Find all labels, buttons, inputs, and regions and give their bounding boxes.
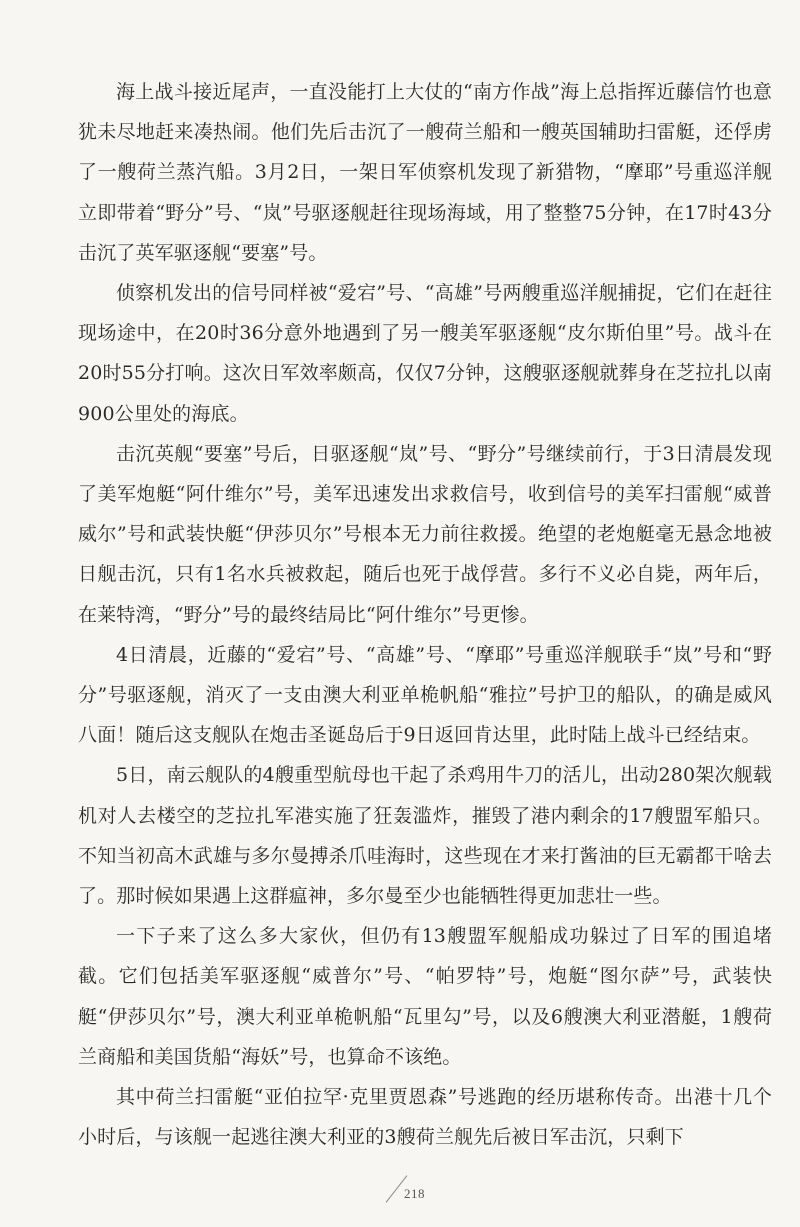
paragraph-6: 一下子来了这么多大家伙，但仍有13艘盟军舰船成功躲过了日军的围追堵截。它们包括美军驱逐舰“威普尔”号、“帕罗特”号，炮艇“图尔萨”号，武装快艇“伊莎贝尔”号，澳大利亚单桅帆船“瓦里勾”号，以及6艘澳大利亚潜艇，1艘荷兰商船和美国货船“海妖”号，也算命不该绝。	[78, 925, 772, 1068]
paragraph-7: 其中荷兰扫雷艇“亚伯拉罕·克里贾恩森”号逃跑的经历堪称传奇。出港十几个小时后，与该舰一起逃往澳大利亚的3艘荷兰舰先后被日军击沉，只剩下	[78, 1086, 772, 1149]
paragraph-3: 击沉英舰“要塞”号后，日驱逐舰“岚”号、“野分”号继续前行，于3日清晨发现了美军炮艇“阿什维尔”号，美军迅速发出求救信号，收到信号的美军扫雷舰“威普威尔”号和武装快艇“伊莎贝尔”号根本无力前往救援。绝望的老炮艇毫无悬念地被日舰击沉，只有1名水兵被救起，随后也死于战俘营。多行不义必自毙，两年后，在莱特湾，“野分”号的最终结局比“阿什维尔”号更惨。	[78, 442, 772, 626]
page-number: 218	[404, 1186, 425, 1201]
paragraph-1: 海上战斗接近尾声，一直没能打上大仗的“南方作战”海上总指挥近藤信竹也意犹未尽地赶来凑热闹。他们先后击沉了一艘荷兰船和一艘英国辅助扫雷艇，还俘虏了一艘荷兰蒸汽船。3月2日，一架日军侦察机发现了新猎物，“摩耶”号重巡洋舰立即带着“野分”号、“岚”号驱逐舰赶往现场海域，用了整整75分钟，在17时43分击沉了英军驱逐舰“要塞”号。	[78, 81, 772, 264]
page-footer	[0, 1170, 800, 1210]
body-text	[78, 72, 772, 1157]
paragraph-5: 5日，南云舰队的4艘重型航母也干起了杀鸡用牛刀的活儿，出动280架次舰载机对人去楼空的芝拉扎军港实施了狂轰滥炸，摧毁了港内剩余的17艘盟军船只。不知当初高木武雄与多尔曼搏杀爪哇海时，这些现在才来打酱油的巨无霸都干啥去了。那时候如果遇上这群瘟神，多尔曼至少也能牺牲得更加悲壮一些。	[78, 764, 772, 908]
paragraph-4: 4日清晨，近藤的“爱宕”号、“高雄”号、“摩耶”号重巡洋舰联手“岚”号和“野分”号驱逐舰，消灭了一支由澳大利亚单桅帆船“雅拉”号护卫的船队，的确是威风八面！随后这支舰队在炮击圣诞岛后于9日返回肯达里，此时陆上战斗已经结束。	[78, 643, 772, 747]
paragraph-2: 侦察机发出的信号同样被“爱宕”号、“高雄”号两艘重巡洋舰捕捉，它们在赶往现场途中，在20时36分意外地遇到了另一艘美军驱逐舰“皮尔斯伯里”号。战斗在20时55分打响。这次日军效率颇高，仅仅7分钟，这艘驱逐舰就葬身在芝拉扎以南900公里处的海底。	[78, 282, 772, 425]
